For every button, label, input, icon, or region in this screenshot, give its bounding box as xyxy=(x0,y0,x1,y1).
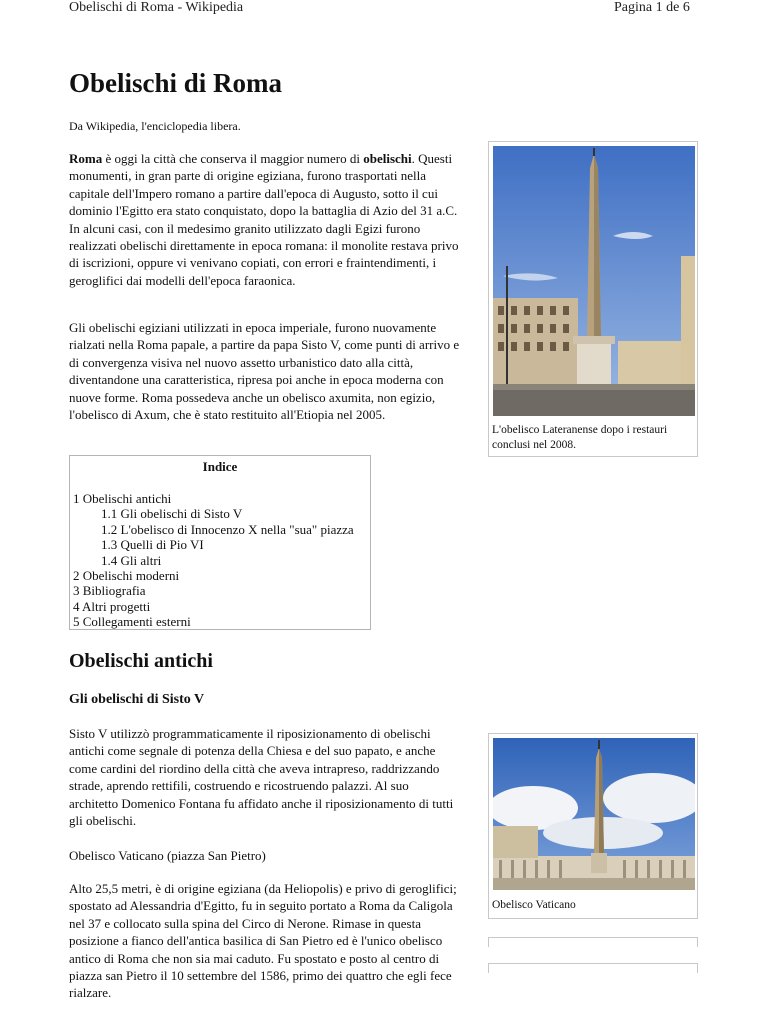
paragraph-imperial-obelisks: Gli obelischi egiziani utilizzati in epoca imperiale, furono nuovamente rialzati nella Roma papale, a partire da papa Sisto V, come punti di arrivo e di convergenza visiva nel nuovo assetto urbanistico dato alla città, diventandone una caratteristica, ripresa poi anche in epoca moderna con nuove forme. Roma possedeva anche un obelisco axumita, non egizio, l'obelisco di Axum, che è stato restituito all'Etiopia nel 2005. xyxy=(69,320,460,423)
page-subtitle: Da Wikipedia, l'enciclopedia libera. xyxy=(69,119,241,133)
toc-item[interactable]: 1.2 L'obelisco di Innocenzo X nella "sua" piazza xyxy=(101,521,354,537)
link-obelischi[interactable]: obelischi xyxy=(363,151,412,166)
paragraph-sisto-v: Sisto V utilizzò programmaticamente il riposizionamento di obelischi antichi come segnale di potenza della Chiesa e del suo papato, e anche come cardini del riordino della città che aveva intrapreso, raddrizzando strade, aprendo rettifili, costruendo e ricostruendo palazzi. Al suo architetto Domenico Fontana fu affidato anche il riposizionamento di tutti gli obelischi. xyxy=(69,726,454,829)
paragraph-obelisco-vaticano: Alto 25,5 metri, è di origine egiziana (da Heliopolis) e privo di geroglifici; spostato ad Alessandria d'Egitto, fu in seguito portato a Roma da Caligola nel 37 e collocato sulla spina del Circo di Nerone. Rimase in questa posizione a fianco dell'antica basilica di San Pietro ed è l'unico obelisco antico di Roma che non sia mai caduto. Fu spostato e posto al centro di piazza san Pietro il 10 settembre del 1586, primo dei quattro che egli fece rialzare. xyxy=(69,881,457,1001)
figure-placeholder xyxy=(488,963,698,973)
photo-obelisco-vaticano[interactable] xyxy=(493,738,695,890)
intro-paragraph xyxy=(69,150,464,289)
toc-title: Indice xyxy=(202,459,238,474)
toc-item[interactable]: 5 Collegamenti esterni xyxy=(73,614,191,630)
table-of-contents xyxy=(69,455,371,630)
intro-text-rest: . Questi monumenti, in gran parte di origine egiziana, furono trasportati nella capitale dell'Impero romano a partire dall'epoca di Augusto, sotto il cui dominio l'Egitto era stato conquistato, dopo la battaglia di Azio del 31 a.C. In alcuni casi, con il medesimo granito utilizzato dagli Egizi furono realizzati obelischi direttamente in epoca romana: il monolite restava privo di iscrizioni, oppure vi venivano copiati, con errori e fraintendimenti, i geroglifici dai modelli dell'epoca faraonica. xyxy=(69,151,459,288)
section-heading-obelischi-antichi: Obelischi antichi xyxy=(69,650,213,672)
toc-list xyxy=(73,491,354,630)
toc-item[interactable]: 1.3 Quelli di Pio VI xyxy=(101,537,204,553)
print-header-title: Obelischi di Roma - Wikipedia xyxy=(69,0,244,15)
toc-item[interactable]: 1.4 Gli altri xyxy=(101,552,162,568)
toc-item[interactable]: 3 Bibliografia xyxy=(73,583,146,599)
photo-obelisco-lateranense[interactable] xyxy=(493,146,695,416)
toc-item[interactable]: 1.1 Gli obelischi di Sisto V xyxy=(101,506,243,522)
subsection-heading-sisto-v: Gli obelischi di Sisto V xyxy=(69,692,205,707)
print-header-page-number: Pagina 1 de 6 xyxy=(614,0,690,15)
caption-obelisco-lateranense: L'obelisco Lateranense dopo i restauri conclusi nel 2008. xyxy=(492,424,668,451)
toc-item[interactable]: 4 Altri progetti xyxy=(73,598,151,614)
toc-item[interactable]: 1 Obelischi antichi xyxy=(73,491,172,506)
page-title: Obelischi di Roma xyxy=(69,68,283,98)
caption-obelisco-vaticano: Obelisco Vaticano xyxy=(492,899,576,911)
paragraph-obelisco-vaticano-title: Obelisco Vaticano (piazza San Pietro) xyxy=(69,848,266,863)
intro-text-mid: è oggi la città che conserva il maggior numero di xyxy=(102,151,364,166)
figure-placeholder xyxy=(488,937,698,947)
toc-item[interactable]: 2 Obelischi moderni xyxy=(73,568,180,584)
figure-obelisco-lateranense xyxy=(488,141,698,457)
figure-obelisco-vaticano xyxy=(488,733,698,919)
link-roma[interactable]: Roma xyxy=(69,151,103,166)
